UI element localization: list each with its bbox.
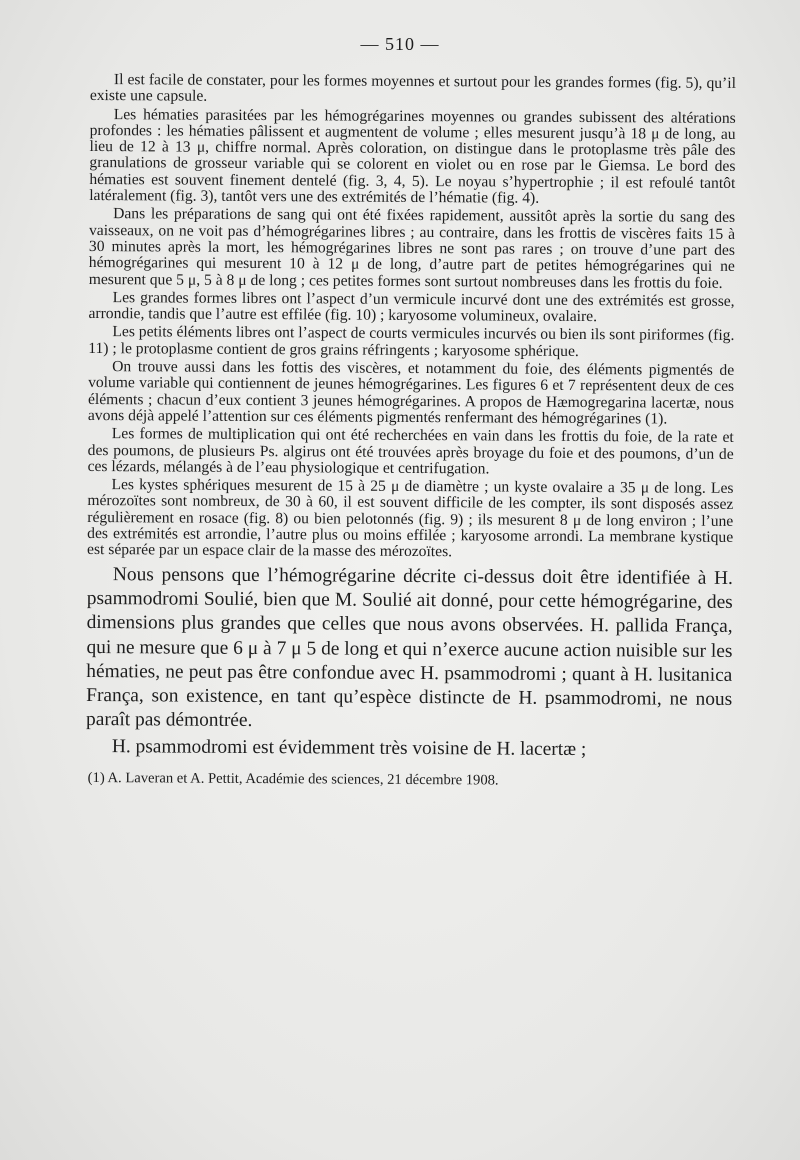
paragraph-grandes-formes-libres: Les grandes formes libres ont l’aspect d’un vermicule incurvé dont une des extrémités est grosse, arrondie, tandis que l’autre est effilée (fig. 10) ; karyosome volumineux, ovalaire. xyxy=(88,289,735,326)
paragraph-kystes-spheriques: Les kystes sphériques mesurent de 15 à 25 μ de diamètre ; un kyste ovalaire a 35 μ de long. Les mérozoïtes sont nombreux, de 30 à 60, il est souvent difficile de les compter, ils sont disposés assez régulièrement en rosace (fig. 8) ou bien pelotonnés (fig. 9) ; ils mesurent 8 μ de long environ ; l’une des extrémités est arrondie, l’autre plus ou moins effilée ; karyosome arrondi. La membrane kystique est séparée par un espace clair de la masse des mérozoïtes. xyxy=(87,476,734,561)
footnote: (1) A. Laveran et A. Pettit, Académie des sciences, 21 décembre 1908. xyxy=(87,769,499,789)
paragraph-capsule: Il est facile de constater, pour les formes moyennes et surtout pour les grandes formes (fig. 5), qu’il existe une capsule. xyxy=(89,71,736,106)
paragraph-identification: Nous pensons que l’hémogrégarine décrite ci-dessus doit être identifiée à H. psammodromi Soulié, bien que M. Soulié ait donné, pour cette hémogrégarine, des dimensions plus grandes que celles que nous avons observées. H. pallida França, qui ne mesure que 6 μ à 7 μ 5 de long et qui n’exerce aucune action nuisible sur les hématies, ne peut pas être confondue avec H. psammodromi ; quant à H. lusitanica França, son existence, en tant qu’espèce distincte de H. psammodromi, ne nous paraît pas démontrée. xyxy=(85,563,733,732)
paragraph-voisine: H. psammodromi est évidemment très voisine de H. lacertæ ; xyxy=(111,735,587,760)
paragraph-elements-pigmentes: On trouve aussi dans les fottis des viscères, et notamment du foie, des éléments pigmentés de volume variable qui contiennent de jeunes hémogrégarines. Les figures 6 et 7 représentent deux de ces éléments ; chacun d’eux contient 3 jeunes hémogrégarines. A propos de Hæmogregarina lacertæ, nous avons déjà appelé l’attention sur ces éléments pigmentés renfermant des hémogrégarines (1). xyxy=(87,358,735,428)
paragraph-petits-elements-libres: Les petits éléments libres ont l’aspect de courts vermicules incurvés ou bien ils sont piriformes (fig. 11) ; le protoplasme contient de gros grains réfringents ; karyosome sphérique. xyxy=(88,323,735,360)
body-text xyxy=(86,72,736,791)
paragraph-formes-multiplication: Les formes de multiplication qui ont été recherchées en vain dans les frottis du foie, de la rate et des poumons, de plusieurs Ps. algirus ont été trouvées après broyage du foie et des poumons, d’un de ces lézards, mélangés à de l’eau physiologique et centrifugation. xyxy=(87,425,734,478)
paragraph-hematies-parasitees: Les hématies parasitées par les hémogrégarines moyennes ou grandes subissent des altérations profondes : les hématies pâlissent et augmentent de volume ; elles mesurent jusqu’à 18 μ de long, au lieu de 12 à 13 μ, chiffre normal. Après coloration, on distingue dans le protoplasme très pâle des granulations de grosseur variable qui se colorent en violet ou en rose par le Giemsa. Le bord des hématies est souvent finement dentelé (fig. 3, 4, 5). Le noyau s’hypertrophie ; il est refoulé tantôt latéralement (fig. 3), tantôt vers une des extrémités de l’hématie (fig. 4). xyxy=(89,105,736,207)
page-number: — 510 — xyxy=(360,34,440,54)
paragraph-preparations-sang: Dans les préparations de sang qui ont été fixées rapidement, aussitôt après la sortie du sang des vaisseaux, on ne voit pas d’hémogrégarines libres ; au contraire, dans les frottis de viscères faits 15 à 30 minutes après la mort, les hémogrégarines libres ne sont pas rares ; on trouve d’une part des hémogrégarines qui mesurent 10 à 12 μ de long, d’autre part de petites hémogrégarines qui ne mesurent que 5 μ, 5 à 8 μ de long ; ces petites formes sont surtout nombreuses dans les frottis du foie. xyxy=(88,205,736,292)
